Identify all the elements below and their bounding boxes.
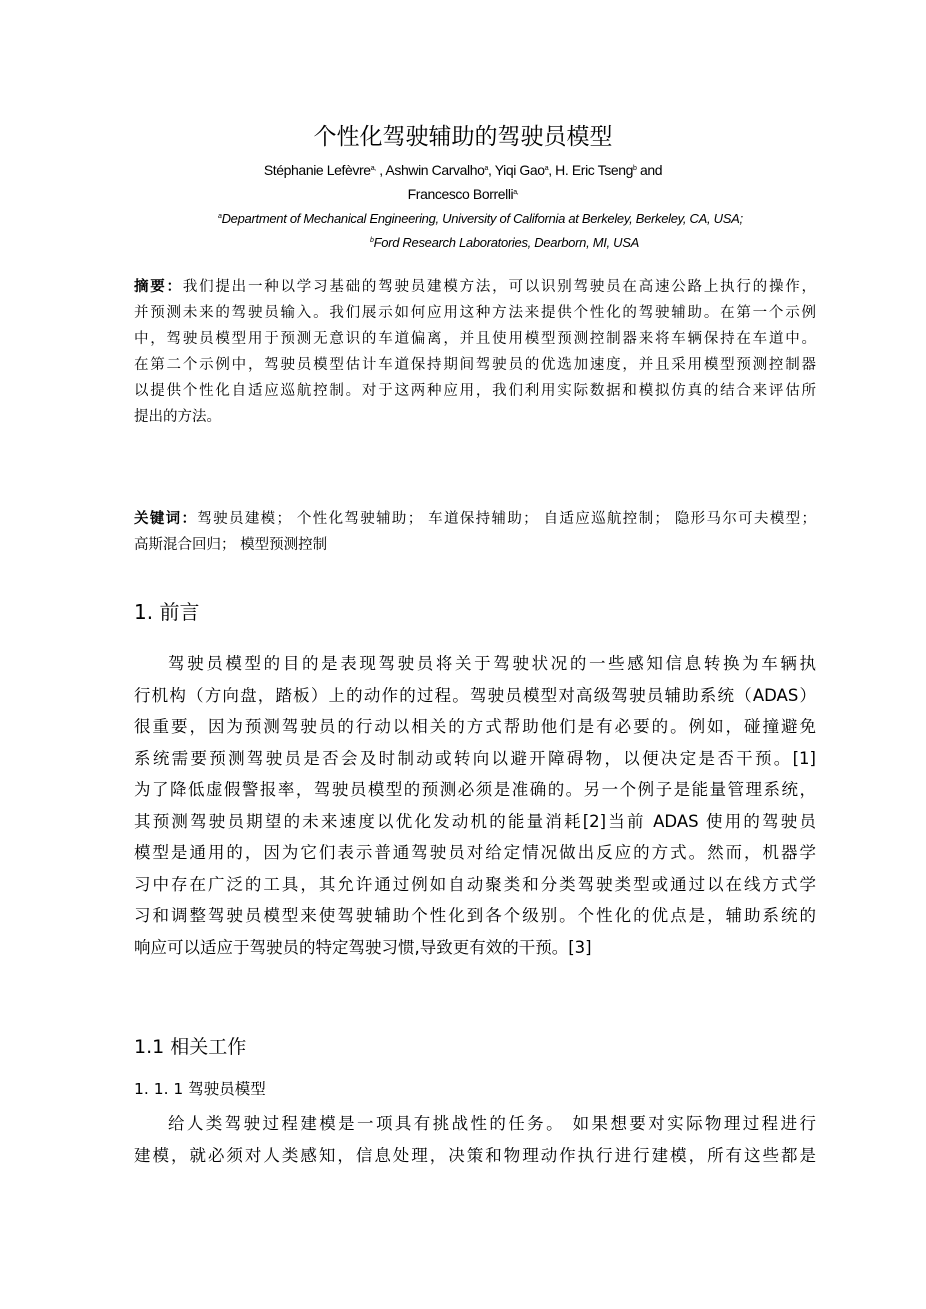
author-name: , H. Eric Tseng — [548, 162, 633, 178]
affiliation-marker: b — [632, 165, 637, 172]
affiliation-a — [218, 211, 743, 226]
body-line: 为了降低虚假警报率，驾驶员模型的预测必须是准确的。另一个例子是能量管理系统， — [134, 780, 816, 799]
affiliation-marker: a, — [513, 189, 519, 196]
section-body — [134, 648, 816, 963]
author-name: , Ashwin Carvalho — [375, 162, 485, 178]
affiliation-marker: a — [218, 213, 222, 220]
abstract-line: 摘要：我们提出一种以学习基础的驾驶员建模方法，可以识别驾驶员在高速公路上执行的操作， — [134, 279, 816, 295]
subsubsection-body — [134, 1108, 816, 1171]
keywords-label: 关键词： — [134, 511, 198, 527]
affiliation-b — [370, 235, 639, 250]
subsection-heading: 1.1 相关工作 — [134, 1036, 247, 1058]
keywords-line: 关键词：驾驶员建模； 个性化驾驶辅助； 车道保持辅助； 自适应巡航控制； 隐形马尔可夫模型； — [134, 511, 817, 527]
abstract-label: 摘要： — [134, 279, 183, 295]
abstract — [134, 274, 816, 430]
body-line: 系统需要预测驾驶员是否会及时制动或转向以避开障碍物，以便决定是否干预。[1] — [134, 748, 816, 768]
subsubsection-heading: 1. 1. 1 驾驶员模型 — [134, 1080, 266, 1098]
abstract-line: 在第二个示例中，驾驶员模型估计车道保持期间驾驶员的优选加速度，并且采用模型预测控制器 — [134, 357, 816, 373]
body-line: 模型是通用的，因为它们表示普通驾驶员对给定情况做出反应的方式。然而，机器学 — [134, 843, 816, 862]
affiliation-marker: a — [484, 165, 488, 172]
body-line: 习中存在广泛的工具，其允许通过例如自动聚类和分类驾驶类型或通过以在线方式学 — [134, 874, 816, 894]
body-line: 建模，就必须对人类感知，信息处理，决策和物理动作执行进行建模，所有这些都是 — [134, 1145, 816, 1165]
author-conjunction: and — [636, 162, 663, 178]
body-line: 给人类驾驶过程建模是一项具有挑战性的任务。 如果想要对实际物理过程进行 — [168, 1114, 816, 1133]
body-line: 响应可以适应于驾驶员的特定驾驶习惯,导致更有效的干预。[3] — [134, 937, 592, 957]
body-line: 行机构（方向盘，踏板）上的动作的过程。驾驶员模型对高级驾驶员辅助系统（ADAS） — [134, 685, 816, 705]
keywords-line: 高斯混合回归； 模型预测控制 — [134, 537, 328, 553]
abstract-line: 中，驾驶员模型用于预测无意识的车道偏离，并且使用模型预测控制器来将车辆保持在车道中。 — [134, 331, 816, 347]
author-name: Francesco Borrelli — [407, 186, 514, 202]
author-name: Stéphanie Lefèvre — [263, 162, 371, 178]
affiliation-marker: a, — [370, 165, 376, 172]
author-name: , Yiqi Gao — [487, 162, 545, 178]
body-line: 习和调整驾驶员模型来使驾驶辅助个性化到各个级别。个性化的优点是，辅助系统的 — [134, 906, 816, 925]
abstract-line: 以提供个性化自适应巡航控制。对于这两种应用，我们利用实际数据和模拟仿真的结合来评估所 — [134, 383, 816, 399]
affiliation-marker: a — [544, 165, 549, 172]
body-line: 很重要，因为预测驾驶员的行动以相关的方式帮助他们是有必要的。例如，碰撞避免 — [134, 717, 816, 736]
body-line: 驾驶员模型的目的是表现驾驶员将关于驾驶状况的一些感知信息转换为车辆执 — [168, 654, 816, 673]
abstract-line: 并预测未来的驾驶员输入。我们展示如何应用这种方法来提供个性化的驾驶辅助。在第一个示例 — [134, 305, 816, 321]
abstract-line: 提出的方法。 — [134, 409, 221, 425]
author-line-1 — [0, 162, 926, 178]
paper-title: 个性化驾驶辅助的驾驶员模型 — [313, 124, 613, 150]
body-line: 其预测驾驶员期望的未来速度以优化发动机的能量消耗[2]当前 ADAS 使用的驾驶员 — [134, 811, 816, 831]
affiliation-text: Department of Mechanical Engineering, University of California at Berkeley, Berkeley, CA, USA; — [221, 211, 743, 226]
section-heading: 1. 前言 — [134, 600, 200, 624]
affiliation-marker: b — [370, 237, 374, 244]
author-line-2 — [0, 186, 926, 202]
affiliation-text: Ford Research Laboratories, Dearborn, MI, USA — [373, 235, 639, 250]
keywords — [134, 506, 816, 558]
